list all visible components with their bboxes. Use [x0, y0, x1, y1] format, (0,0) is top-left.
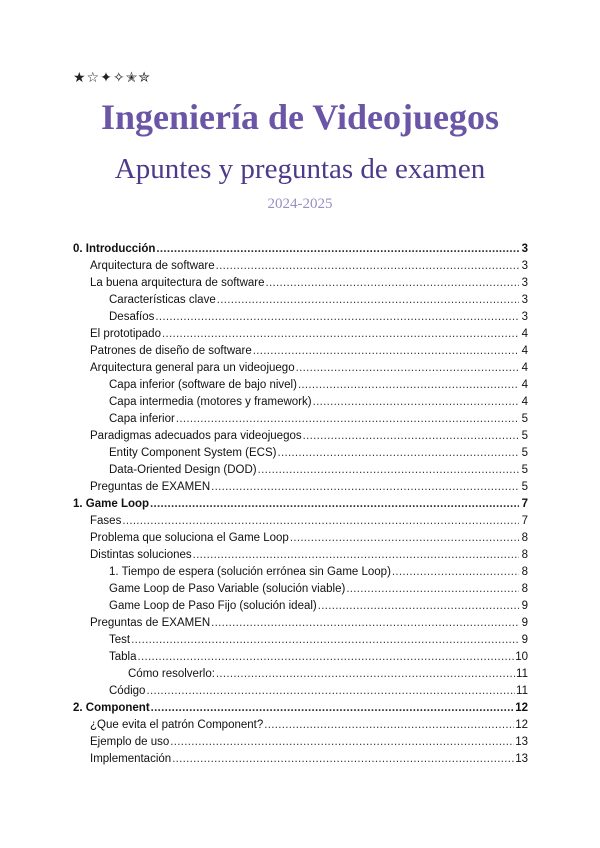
- toc-dot-leader: [298, 377, 519, 394]
- toc-dot-leader: [392, 564, 519, 581]
- toc-entry[interactable]: [73, 377, 528, 394]
- toc-entry[interactable]: [73, 513, 528, 530]
- toc-dot-leader: [122, 513, 519, 530]
- toc-entry-title: Test: [109, 634, 131, 646]
- toc-entry[interactable]: [73, 564, 528, 581]
- toc-entry-title: Capa inferior: [109, 413, 175, 425]
- toc-entry[interactable]: [73, 309, 528, 326]
- toc-entry-page: 3: [521, 311, 528, 323]
- toc-entry-title: Data-Oriented Design (DOD): [109, 464, 257, 476]
- toc-entry-page: 5: [521, 413, 528, 425]
- toc-entry[interactable]: [73, 615, 528, 632]
- document-subtitle: Apuntes y preguntas de examen: [114, 153, 486, 185]
- toc-entry-title: La buena arquitectura de software: [90, 277, 265, 289]
- toc-entry[interactable]: [73, 666, 528, 683]
- toc-entry-page: 4: [521, 379, 528, 391]
- toc-entry-page: 8: [521, 532, 528, 544]
- toc-entry[interactable]: [73, 428, 528, 445]
- toc-entry[interactable]: [73, 547, 528, 564]
- document-title: Ingeniería de Videojuegos: [100, 97, 499, 137]
- toc-entry[interactable]: [73, 241, 528, 258]
- toc-entry-title: 1. Tiempo de espera (solución errónea sin Game Loop): [109, 566, 391, 578]
- toc-entry-page: 3: [521, 277, 528, 289]
- toc-dot-leader: [216, 258, 519, 275]
- toc-entry[interactable]: [73, 717, 528, 734]
- toc-entry-page: 9: [521, 634, 528, 646]
- toc-dot-leader: [150, 496, 519, 513]
- toc-dot-leader: [266, 275, 519, 292]
- toc-entry-page: 5: [521, 447, 528, 459]
- toc-entry[interactable]: [73, 445, 528, 462]
- toc-entry-page: 13: [515, 753, 528, 765]
- toc-entry-title: Arquitectura general para un videojuego: [90, 362, 295, 374]
- toc-entry-page: 3: [521, 294, 528, 306]
- toc-entry-page: 5: [521, 481, 528, 493]
- toc-entry-title: Tabla: [109, 651, 137, 663]
- toc-entry[interactable]: [73, 581, 528, 598]
- toc-entry[interactable]: [73, 530, 528, 547]
- toc-entry[interactable]: [73, 343, 528, 360]
- toc-dot-leader: [176, 411, 519, 428]
- toc-dot-leader: [318, 598, 519, 615]
- toc-entry-title: Cómo resolverlo:: [128, 668, 215, 680]
- toc-entry-title: Capa inferior (software de bajo nivel): [109, 379, 297, 391]
- toc-entry-title: Entity Component System (ECS): [109, 447, 277, 459]
- toc-entry-title: Características clave: [109, 294, 216, 306]
- toc-entry-title: Código: [109, 685, 146, 697]
- toc-dot-leader: [170, 734, 514, 751]
- toc-entry-page: 8: [521, 566, 528, 578]
- toc-entry-title: Paradigmas adecuados para videojuegos: [90, 430, 302, 442]
- toc-entry-page: 5: [521, 430, 528, 442]
- toc-dot-leader: [253, 343, 519, 360]
- toc-entry-title: El prototipado: [90, 328, 161, 340]
- toc-dot-leader: [217, 292, 519, 309]
- toc-entry-title: Game Loop de Paso Variable (solución viable): [109, 583, 346, 595]
- toc-entry-page: 4: [521, 328, 528, 340]
- toc-entry-page: 4: [521, 362, 528, 374]
- toc-entry-title: Fases: [90, 515, 122, 527]
- toc-dot-leader: [172, 751, 514, 768]
- toc-entry-page: 5: [521, 464, 528, 476]
- toc-dot-leader: [264, 717, 514, 734]
- toc-entry[interactable]: [73, 496, 528, 513]
- toc-dot-leader: [211, 615, 519, 632]
- toc-entry[interactable]: [73, 683, 528, 700]
- toc-entry-title: ¿Que evita el patrón Component?: [90, 719, 264, 731]
- toc-dot-leader: [162, 326, 519, 343]
- toc-entry-page: 8: [521, 583, 528, 595]
- toc-entry-page: 10: [515, 651, 528, 663]
- toc-entry-title: 0. Introducción: [73, 243, 156, 255]
- toc-entry-title: Desafíos: [109, 311, 155, 323]
- toc-dot-leader: [313, 394, 519, 411]
- toc-dot-leader: [290, 530, 519, 547]
- toc-dot-leader: [296, 360, 519, 377]
- toc-entry[interactable]: [73, 751, 528, 768]
- toc-dot-leader: [277, 445, 519, 462]
- toc-dot-leader: [131, 632, 519, 649]
- toc-entry-page: 3: [521, 243, 528, 255]
- toc-dot-leader: [258, 462, 519, 479]
- toc-dot-leader: [211, 479, 519, 496]
- toc-entry[interactable]: [73, 479, 528, 496]
- toc-entry-page: 12: [515, 719, 528, 731]
- toc-entry-title: Preguntas de EXAMEN: [90, 481, 211, 493]
- toc-entry-title: Capa intermedia (motores y framework): [109, 396, 312, 408]
- decorative-stars: ★☆✦✧✭✮: [73, 70, 152, 86]
- toc-entry-page: 9: [521, 600, 528, 612]
- table-of-contents: [73, 241, 528, 768]
- toc-entry-title: Distintas soluciones: [90, 549, 192, 561]
- toc-entry[interactable]: [73, 734, 528, 751]
- toc-entry-page: 3: [521, 260, 528, 272]
- toc-entry-page: 9: [521, 617, 528, 629]
- toc-entry[interactable]: [73, 360, 528, 377]
- toc-entry-page: 13: [515, 736, 528, 748]
- toc-dot-leader: [216, 666, 515, 683]
- toc-entry[interactable]: [73, 598, 528, 615]
- toc-entry-title: Preguntas de EXAMEN: [90, 617, 211, 629]
- toc-entry[interactable]: [73, 394, 528, 411]
- toc-entry[interactable]: [73, 411, 528, 428]
- toc-entry-page: 4: [521, 396, 528, 408]
- toc-entry-page: 4: [521, 345, 528, 357]
- toc-entry-title: Patrones de diseño de software: [90, 345, 252, 357]
- toc-dot-leader: [193, 547, 519, 564]
- toc-entry-page: 11: [516, 668, 528, 680]
- toc-entry[interactable]: [73, 462, 528, 479]
- toc-entry[interactable]: [73, 292, 528, 309]
- toc-entry-page: 11: [516, 685, 528, 697]
- toc-dot-leader: [146, 683, 515, 700]
- toc-entry-title: Ejemplo de uso: [90, 736, 170, 748]
- toc-entry-page: 12: [515, 702, 528, 714]
- toc-entry-title: 1. Game Loop: [73, 498, 150, 510]
- toc-dot-leader: [346, 581, 519, 598]
- toc-entry[interactable]: [73, 258, 528, 275]
- toc-entry-title: Arquitectura de software: [90, 260, 215, 272]
- toc-entry-page: 7: [521, 515, 528, 527]
- toc-entry-page: 8: [521, 549, 528, 561]
- toc-entry[interactable]: [73, 326, 528, 343]
- toc-entry-page: 7: [521, 498, 528, 510]
- toc-entry[interactable]: [73, 649, 528, 666]
- toc-entry-title: Problema que soluciona el Game Loop: [90, 532, 289, 544]
- toc-entry[interactable]: [73, 632, 528, 649]
- toc-entry-title: Implementación: [90, 753, 172, 765]
- toc-entry-title: 2. Component: [73, 702, 150, 714]
- toc-entry[interactable]: [73, 275, 528, 292]
- toc-entry[interactable]: [73, 700, 528, 717]
- toc-dot-leader: [138, 649, 515, 666]
- toc-entry-title: Game Loop de Paso Fijo (solución ideal): [109, 600, 317, 612]
- academic-year: 2024-2025: [267, 196, 333, 212]
- toc-dot-leader: [303, 428, 519, 445]
- toc-dot-leader: [151, 700, 515, 717]
- toc-dot-leader: [155, 309, 519, 326]
- toc-dot-leader: [156, 241, 519, 258]
